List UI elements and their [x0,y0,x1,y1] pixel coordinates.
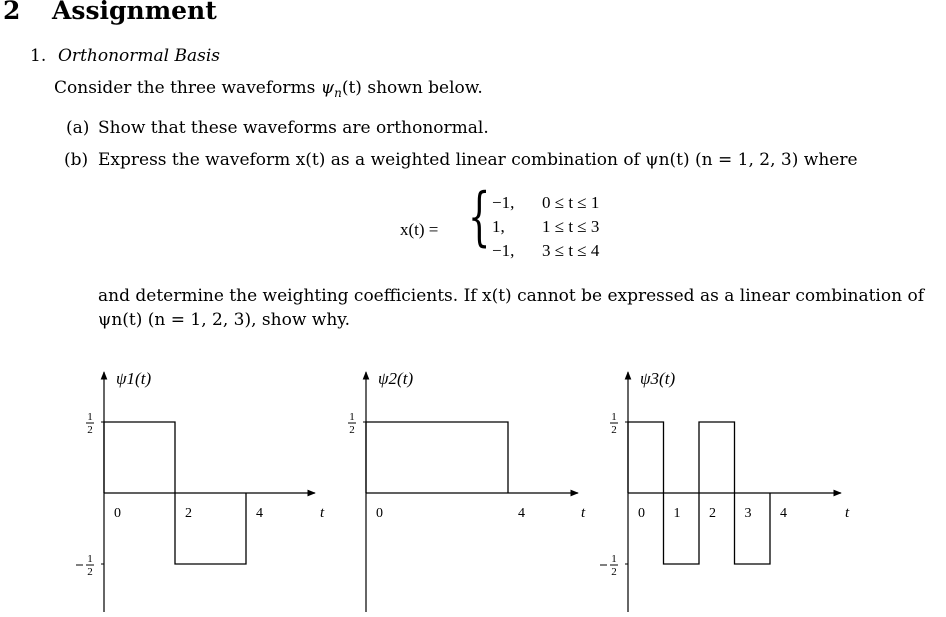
x-tick-label: 0 [638,506,645,521]
frac-numerator: 1 [87,553,93,565]
plot-title: ψ2(t) [378,369,414,388]
case-2-condition: 1 ≤ t ≤ 3 [542,217,600,236]
frac-numerator: 1 [87,411,93,423]
part-a-text: Show that these waveforms are orthonormal. [98,118,489,138]
plot-title: ψ1(t) [116,369,152,388]
y-label-pos [348,411,356,436]
x-tick-label: 2 [709,506,716,521]
frac-denominator: 2 [87,424,93,436]
section-number: 2 [3,0,21,25]
frac-numerator: 1 [349,411,355,423]
case-1-condition: 0 ≤ t ≤ 1 [542,193,600,212]
equation-brace: { [468,180,491,254]
x-axis-label: t [320,505,325,521]
x-tick-label: 3 [744,506,752,521]
case-1-value: −1, [492,193,515,212]
problem-title: Orthonormal Basis [58,46,220,66]
x-tick-label: 0 [114,506,121,521]
followup-line-2: ψn(t) (n = 1, 2, 3), show why. [98,310,351,330]
y-label-neg [76,553,94,578]
intro-text-a: Consider the three waveforms [54,78,321,98]
intro-fn: ψ [320,78,335,98]
x-tick-label: 0 [376,506,383,521]
x-axis-label: t [581,505,586,521]
frac-denominator: 2 [87,566,93,578]
y-label-neg [600,553,618,578]
part-a-label: (a) [66,118,90,138]
followup-line-1: and determine the weighting coefficients. If x(t) cannot be expressed as a linear combination of [98,286,924,306]
case-2-value: 1, [492,217,505,236]
intro-sub: n [334,86,342,100]
case-3-value: −1, [492,241,515,260]
part-b-text: Express the waveform x(t) as a weighted linear combination of ψn(t) (n = 1, 2, 3) where [98,150,858,170]
frac-denominator: 2 [611,424,617,436]
plot-title: ψ3(t) [640,369,676,388]
intro-text-b: shown below. [361,78,483,98]
frac-numerator: 1 [611,411,617,423]
problem-number: 1. [30,46,47,66]
y-label-pos [610,411,618,436]
x-tick-label: 2 [185,506,192,521]
y-label-pos [86,411,94,436]
frac-numerator: 1 [611,553,617,565]
x-tick-label: 4 [780,506,787,521]
case-3-condition: 3 ≤ t ≤ 4 [542,241,600,260]
x-tick-label: 1 [673,506,681,521]
equation-lhs: x(t) = [400,220,439,239]
x-tick-label: 4 [518,506,525,521]
frac-denominator: 2 [611,566,617,578]
part-b-label: (b) [64,150,89,170]
section-title: Assignment [52,0,217,25]
x-axis-label: t [845,505,850,521]
waveform-line [366,422,508,493]
x-tick-label: 4 [256,506,263,521]
intro-arg: (t) [341,78,362,98]
frac-denominator: 2 [349,424,355,436]
